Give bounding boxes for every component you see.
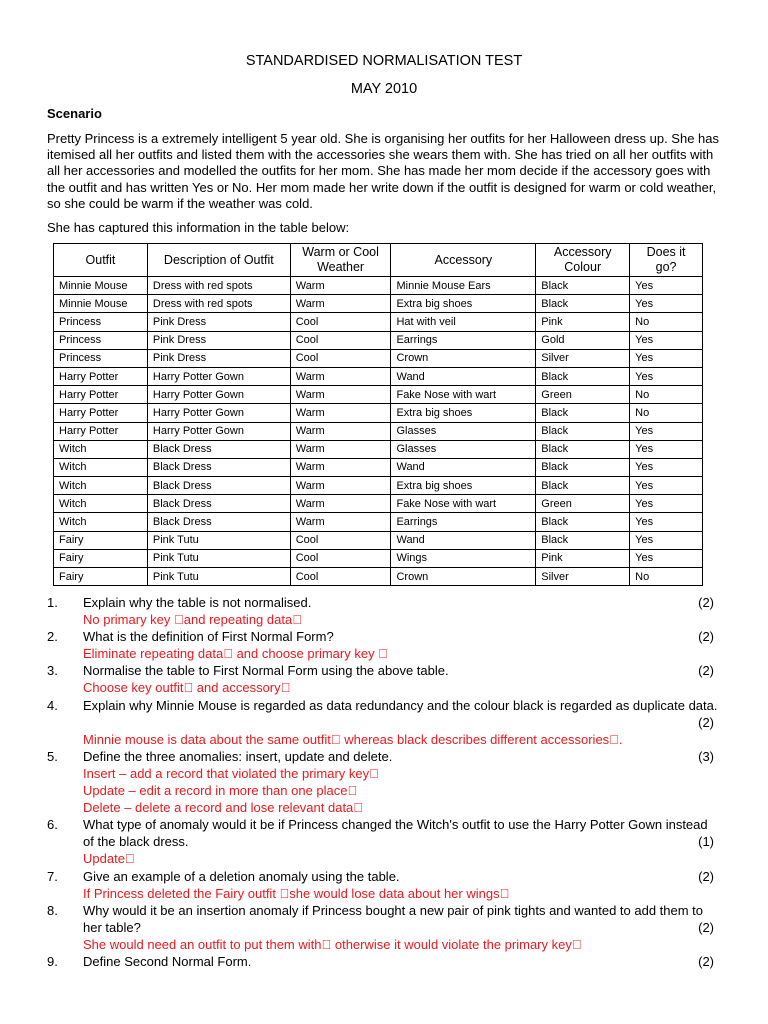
table-row: [54, 458, 703, 476]
question-marks: (2): [698, 953, 714, 969]
accessory-cell: Glasses: [391, 440, 536, 458]
goes-cell: Yes: [630, 531, 703, 549]
table-row: [54, 477, 703, 495]
colour-cell: Black: [536, 440, 630, 458]
scenario-paragraph: Pretty Princess is a extremely intelligent 5 year old. She is organising her outfits for her Halloween dress up. She has itemised all her outfits and listed them with the accessories she wears them with. She has tried on all her outfits with all her accessories and modelled the outfits for her mom. She has made her mom decide if the accessory goes with the outfit and has written Yes or No. Her mom made her write down if the outfit is designed for warm or cold weather, so she could be warm if the weather was cold.: [47, 131, 720, 211]
accessory-cell: Minnie Mouse Ears: [391, 277, 536, 295]
header-weather: Warm or Cool Weather: [290, 244, 391, 277]
description-cell: Pink Dress: [147, 349, 290, 367]
question-line: [0, 748, 768, 765]
goes-cell: Yes: [630, 422, 703, 440]
header-accessory-colour: Accessory Colour: [536, 244, 630, 277]
description-cell: Harry Potter Gown: [147, 386, 290, 404]
question-number: 7.: [47, 868, 58, 884]
colour-cell: Green: [536, 386, 630, 404]
outfit-cell: Fairy: [54, 531, 148, 549]
colour-cell: Black: [536, 531, 630, 549]
description-cell: Harry Potter Gown: [147, 422, 290, 440]
outfit-cell: Minnie Mouse: [54, 277, 148, 295]
question-item: [0, 816, 768, 867]
weather-cell: Cool: [290, 349, 391, 367]
weather-cell: Warm: [290, 367, 391, 385]
weather-cell: Warm: [290, 495, 391, 513]
document-date: MAY 2010: [350, 81, 418, 97]
weather-cell: Cool: [290, 313, 391, 331]
question-item: [0, 902, 768, 953]
table-header-row: [54, 244, 703, 277]
answer-line: She would need an outfit to put them with  otherwise it would violate the primary key : [83, 936, 582, 952]
accessory-cell: Wings: [391, 549, 536, 567]
question-text: Why would it be an insertion anomaly if Princess bought a new pair of pink tights and wanted to add them to: [83, 902, 704, 918]
table-row: [54, 386, 703, 404]
description-cell: Pink Dress: [147, 331, 290, 349]
accessory-cell: Crown: [391, 349, 536, 367]
weather-cell: Warm: [290, 440, 391, 458]
question-marks: (1): [698, 834, 714, 850]
table-row: [54, 422, 703, 440]
weather-cell: Warm: [290, 386, 391, 404]
outfit-cell: Harry Potter: [54, 386, 148, 404]
description-cell: Black Dress: [147, 495, 290, 513]
table-row: [54, 277, 703, 295]
goes-cell: Yes: [630, 513, 703, 531]
question-marks: (2): [698, 663, 714, 679]
header-does-it-go: Does it go?: [630, 244, 703, 277]
question-text: Normalise the table to First Normal Form using the above table.: [83, 663, 449, 679]
goes-cell: No: [630, 386, 703, 404]
colour-cell: Silver: [536, 568, 630, 586]
weather-cell: Warm: [290, 477, 391, 495]
description-cell: Black Dress: [147, 477, 290, 495]
accessory-cell: Fake Nose with wart: [391, 495, 536, 513]
answer-line: Eliminate repeating data  and choose primary key  : [83, 646, 388, 662]
goes-cell: Yes: [630, 440, 703, 458]
description-cell: Black Dress: [147, 440, 290, 458]
colour-cell: Pink: [536, 549, 630, 567]
goes-cell: No: [630, 568, 703, 586]
table-row: [54, 440, 703, 458]
table-intro: She has captured this information in the table below:: [47, 220, 350, 235]
answer-line: Choose key outfit  and accessory : [83, 680, 291, 696]
outfits-table: [53, 243, 703, 586]
colour-cell: Black: [536, 513, 630, 531]
table-row: [54, 404, 703, 422]
table-row: [54, 513, 703, 531]
outfit-cell: Fairy: [54, 568, 148, 586]
question-number: 3.: [47, 663, 58, 679]
description-cell: Pink Tutu: [147, 531, 290, 549]
question-marks: (2): [698, 868, 714, 884]
accessory-cell: Extra big shoes: [391, 295, 536, 313]
question-line: [0, 833, 768, 850]
header-accessory: Accessory: [391, 244, 536, 277]
answer-line: Update : [83, 851, 135, 867]
question-line: [0, 628, 768, 645]
question-line: [0, 919, 768, 936]
question-line: [0, 868, 768, 885]
question-number: 1.: [47, 595, 58, 610]
accessory-cell: Glasses: [391, 422, 536, 440]
question-marks: (3): [698, 748, 714, 764]
question-text: Explain why Minnie Mouse is regarded as data redundancy and the colour black is regarded as duplicate data.: [83, 697, 718, 713]
goes-cell: No: [630, 404, 703, 422]
outfit-cell: Princess: [54, 331, 148, 349]
accessory-cell: Hat with veil: [391, 313, 536, 331]
colour-cell: Black: [536, 458, 630, 476]
table-row: [54, 331, 703, 349]
question-marks: (2): [698, 919, 714, 935]
question-text: What is the definition of First Normal Form?: [83, 629, 334, 645]
accessory-cell: Fake Nose with wart: [391, 386, 536, 404]
accessory-cell: Extra big shoes: [391, 477, 536, 495]
question-item: [0, 628, 768, 662]
question-line: [0, 816, 768, 833]
accessory-cell: Wand: [391, 458, 536, 476]
table-body: [54, 277, 703, 586]
goes-cell: Yes: [630, 477, 703, 495]
outfit-cell: Witch: [54, 477, 148, 495]
header-outfit: Outfit: [54, 244, 148, 277]
weather-cell: Warm: [290, 422, 391, 440]
goes-cell: Yes: [630, 458, 703, 476]
colour-cell: Black: [536, 422, 630, 440]
question-text: Define the three anomalies: insert, update and delete.: [83, 748, 393, 764]
question-marks: (2): [698, 629, 714, 645]
table-row: [54, 549, 703, 567]
question-text: Give an example of a deletion anomaly using the table.: [83, 868, 400, 884]
colour-cell: Black: [536, 367, 630, 385]
question-item: [0, 662, 768, 696]
question-item: [0, 748, 768, 816]
goes-cell: Yes: [630, 349, 703, 367]
question-number: 4.: [47, 697, 58, 713]
goes-cell: Yes: [630, 495, 703, 513]
weather-cell: Warm: [290, 458, 391, 476]
description-cell: Dress with red spots: [147, 277, 290, 295]
colour-cell: Black: [536, 277, 630, 295]
description-cell: Black Dress: [147, 458, 290, 476]
weather-cell: Cool: [290, 568, 391, 586]
table-row: [54, 349, 703, 367]
accessory-cell: Extra big shoes: [391, 404, 536, 422]
question-item: [0, 697, 768, 748]
question-marks: (2): [698, 595, 714, 610]
outfit-cell: Princess: [54, 313, 148, 331]
outfit-cell: Fairy: [54, 549, 148, 567]
goes-cell: Yes: [630, 549, 703, 567]
description-cell: Pink Tutu: [147, 568, 290, 586]
description-cell: Pink Dress: [147, 313, 290, 331]
answer-line: Update – edit a record in more than one place : [83, 783, 358, 799]
goes-cell: No: [630, 313, 703, 331]
colour-cell: Black: [536, 404, 630, 422]
goes-cell: Yes: [630, 295, 703, 313]
colour-cell: Black: [536, 477, 630, 495]
accessory-cell: Wand: [391, 531, 536, 549]
goes-cell: Yes: [630, 331, 703, 349]
weather-cell: Cool: [290, 331, 391, 349]
header-description: Description of Outfit: [147, 244, 290, 277]
question-number: 5.: [47, 748, 58, 764]
goes-cell: Yes: [630, 367, 703, 385]
question-text: her table?: [83, 919, 141, 935]
table-row: [54, 313, 703, 331]
table-row: [54, 367, 703, 385]
outfit-cell: Witch: [54, 495, 148, 513]
question-text: Define Second Normal Form.: [83, 953, 252, 969]
question-line: [0, 594, 768, 611]
table-row: [54, 495, 703, 513]
description-cell: Harry Potter Gown: [147, 367, 290, 385]
questions-list: [0, 594, 768, 970]
question-number: 9.: [47, 953, 58, 969]
outfit-cell: Minnie Mouse: [54, 295, 148, 313]
colour-cell: Pink: [536, 313, 630, 331]
outfit-cell: Witch: [54, 513, 148, 531]
outfit-cell: Witch: [54, 458, 148, 476]
question-item: [0, 953, 768, 970]
question-line: [0, 662, 768, 679]
document-title: STANDARDISED NORMALISATION TEST: [245, 53, 523, 69]
question-text: of the black dress.: [83, 834, 189, 850]
weather-cell: Warm: [290, 277, 391, 295]
outfit-cell: Harry Potter: [54, 367, 148, 385]
outfit-cell: Witch: [54, 440, 148, 458]
description-cell: Pink Tutu: [147, 549, 290, 567]
outfit-cell: Princess: [54, 349, 148, 367]
answer-line: Minnie mouse is data about the same outfit  whereas black describes different accessories .: [83, 731, 623, 747]
table-row: [54, 531, 703, 549]
question-item: [0, 594, 768, 628]
weather-cell: Warm: [290, 404, 391, 422]
question-text: What type of anomaly would it be if Princess changed the Witch's outfit to use the Harry Potter Gown instead: [83, 817, 708, 833]
description-cell: Harry Potter Gown: [147, 404, 290, 422]
accessory-cell: Wand: [391, 367, 536, 385]
answer-line: If Princess deleted the Fairy outfit  she would lose data about her wings : [83, 885, 510, 901]
weather-cell: Warm: [290, 295, 391, 313]
weather-cell: Cool: [290, 549, 391, 567]
table-row: [54, 295, 703, 313]
question-item: [0, 868, 768, 902]
colour-cell: Gold: [536, 331, 630, 349]
description-cell: Black Dress: [147, 513, 290, 531]
colour-cell: Green: [536, 495, 630, 513]
question-marks: (2): [698, 714, 714, 730]
colour-cell: Silver: [536, 349, 630, 367]
question-line: [0, 902, 768, 919]
answer-line: No primary key  and repeating data : [83, 612, 302, 628]
colour-cell: Black: [536, 295, 630, 313]
question-number: 6.: [47, 817, 58, 833]
accessory-cell: Earrings: [391, 331, 536, 349]
question-number: 8.: [47, 902, 58, 918]
accessory-cell: Crown: [391, 568, 536, 586]
weather-cell: Cool: [290, 531, 391, 549]
scenario-heading: Scenario: [47, 106, 102, 121]
outfit-cell: Harry Potter: [54, 404, 148, 422]
question-line: [0, 953, 768, 970]
weather-cell: Warm: [290, 513, 391, 531]
description-cell: Dress with red spots: [147, 295, 290, 313]
accessory-cell: Earrings: [391, 513, 536, 531]
answer-line: Insert – add a record that violated the primary key : [83, 765, 379, 781]
table-row: [54, 568, 703, 586]
goes-cell: Yes: [630, 277, 703, 295]
question-number: 2.: [47, 629, 58, 645]
outfit-cell: Harry Potter: [54, 422, 148, 440]
answer-line: Delete – delete a record and lose relevant data : [83, 800, 364, 816]
question-text: Explain why the table is not normalised.: [83, 595, 312, 610]
question-line: [0, 697, 768, 714]
